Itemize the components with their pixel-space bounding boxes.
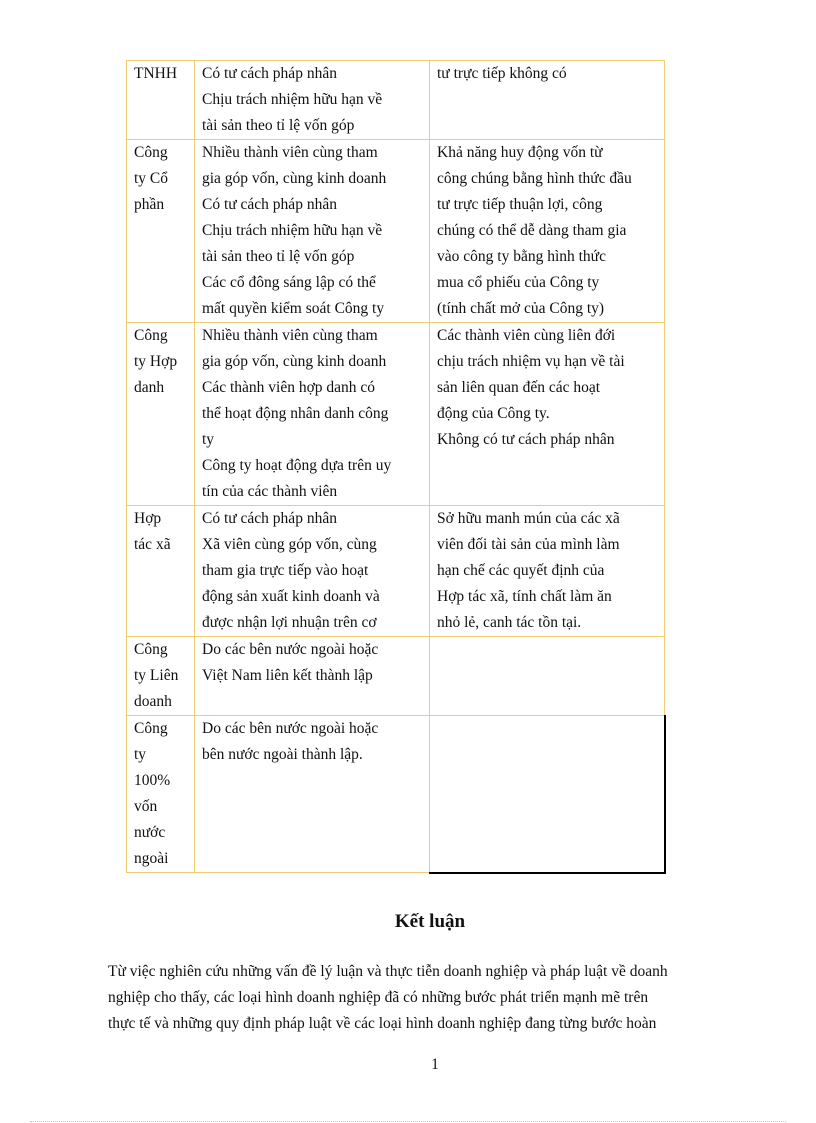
company-type-cell: Công ty 100% vốn nước ngoài [127, 716, 195, 873]
notes-cell: Các thành viên cùng liên đới chịu trách nhiệm vụ hạn về tài sản liên quan đến các hoạt động của Công ty. Không có tư cách pháp nhân [430, 323, 665, 506]
company-type-cell: Công ty Cổ phần [127, 140, 195, 323]
table-row [127, 323, 665, 506]
features-cell: Nhiều thành viên cùng tham gia góp vốn, cùng kinh doanh Có tư cách pháp nhân Chịu trách nhiệm hữu hạn về tài sản theo tỉ lệ vốn góp Các cổ đông sáng lập có thể mất quyền kiểm soát Công ty [195, 140, 430, 323]
features-cell: Do các bên nước ngoài hoặc Việt Nam liên kết thành lập [195, 637, 430, 716]
notes-cell: Sở hữu manh mún của các xã viên đối tài sản của mình làm hạn chế các quyết định của Hợp tác xã, tính chất làm ăn nhỏ lẻ, canh tác tồn tại. [430, 506, 665, 637]
features-cell: Có tư cách pháp nhân Chịu trách nhiệm hữu hạn về tài sản theo tỉ lệ vốn góp [195, 61, 430, 140]
conclusion-heading: Kết luận [394, 911, 466, 932]
features-cell: Có tư cách pháp nhân Xã viên cùng góp vốn, cùng tham gia trực tiếp vào hoạt động sản xuất kinh doanh và được nhận lợi nhuận trên cơ [195, 506, 430, 637]
table-row [127, 506, 665, 637]
company-type-cell: Hợp tác xã [127, 506, 195, 637]
page-number: 1 [431, 1056, 439, 1073]
features-cell: Nhiều thành viên cùng tham gia góp vốn, cùng kinh doanh Các thành viên hợp danh có thể hoạt động nhân danh công ty Công ty hoạt động dựa trên uy tín của các thành viên [195, 323, 430, 506]
notes-cell: Khả năng huy động vốn từ công chúng bằng hình thức đầu tư trực tiếp thuận lợi, công chúng có thể dễ dàng tham gia vào công ty bằng hình thức mua cổ phiếu của Công ty (tính chất mở của Công ty) [430, 140, 665, 323]
table-row [127, 637, 665, 716]
page-bottom-divider [30, 1121, 786, 1122]
table-row [127, 716, 665, 873]
company-types-table [126, 60, 666, 874]
notes-cell [430, 637, 665, 716]
company-type-cell: Công ty Hợp danh [127, 323, 195, 506]
company-type-cell: TNHH [127, 61, 195, 140]
table-row [127, 140, 665, 323]
features-cell: Do các bên nước ngoài hoặc bên nước ngoài thành lập. [195, 716, 430, 873]
table-row [127, 61, 665, 140]
notes-cell: tư trực tiếp không có [430, 61, 665, 140]
conclusion-paragraph: Từ việc nghiên cứu những vấn đề lý luận và thực tiễn doanh nghiệp và pháp luật về doanh nghiệp cho thấy, các loại hình doanh nghiệp đã có những bước phát triển mạnh mẽ trên thực tế và những quy định pháp luật về các loại hình doanh nghiệp đang từng bước hoàn [108, 963, 668, 1032]
company-type-cell: Công ty Liên doanh [127, 637, 195, 716]
notes-cell [430, 716, 665, 873]
